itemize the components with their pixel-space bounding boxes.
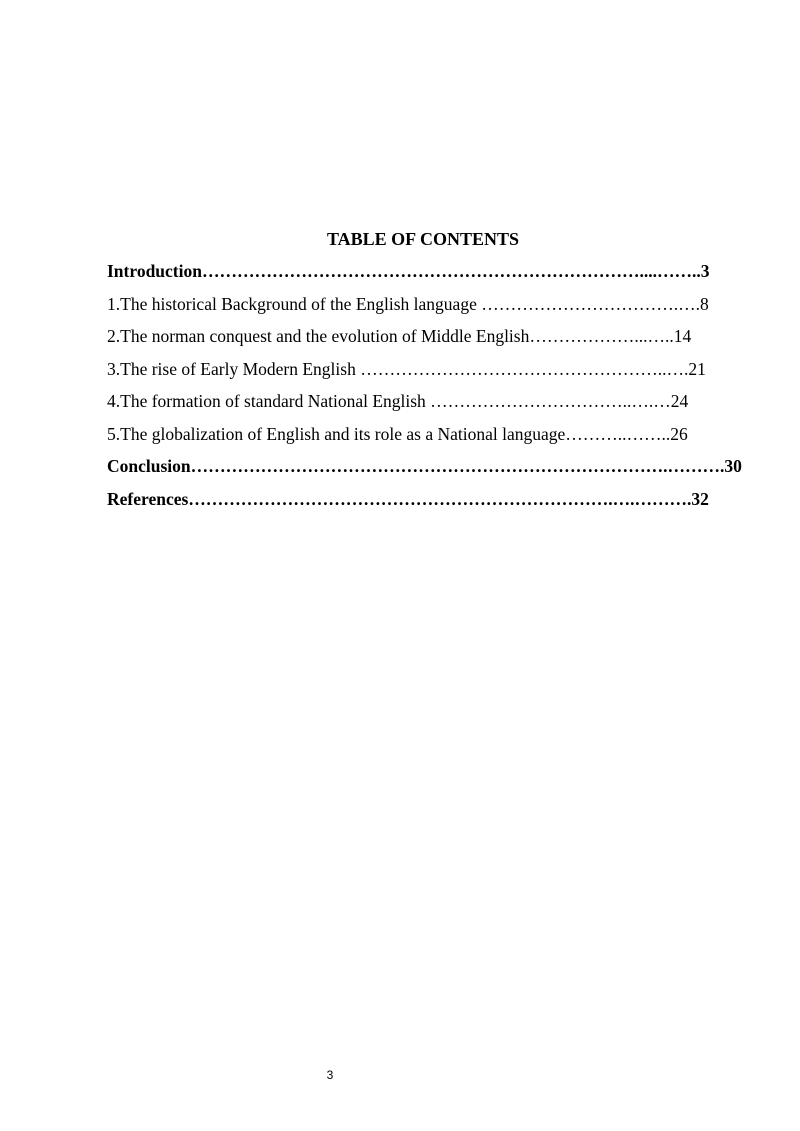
toc-entry-introduction: Introduction…………………………………………………………………....……..3 (107, 261, 710, 281)
toc-entry-references: References……………………………………………………………….….……….32 (107, 488, 709, 509)
toc-list (107, 258, 757, 518)
page-number: 3 (326, 1068, 334, 1082)
toc-entry-norman-conquest: 2.The norman conquest and the evolution of Middle English………………...…..14 (107, 326, 692, 346)
toc-entry-conclusion: Conclusion……………………………………………………………………….……….30 (107, 456, 742, 476)
toc-title: TABLE OF CONTENTS (326, 229, 520, 249)
toc-entry-early-modern-english: 3.The rise of Early Modern English ……………………………………………..….21 (107, 358, 706, 379)
toc-entry-historical-background: 1.The historical Background of the English language …………………………….….8 (107, 293, 709, 314)
toc-entry-globalization: 5.The globalization of English and its role as a National language………..……..26 (107, 423, 688, 444)
toc-entry-standard-national-english: 4.The formation of standard National English ……………………………..….…24 (107, 391, 689, 411)
